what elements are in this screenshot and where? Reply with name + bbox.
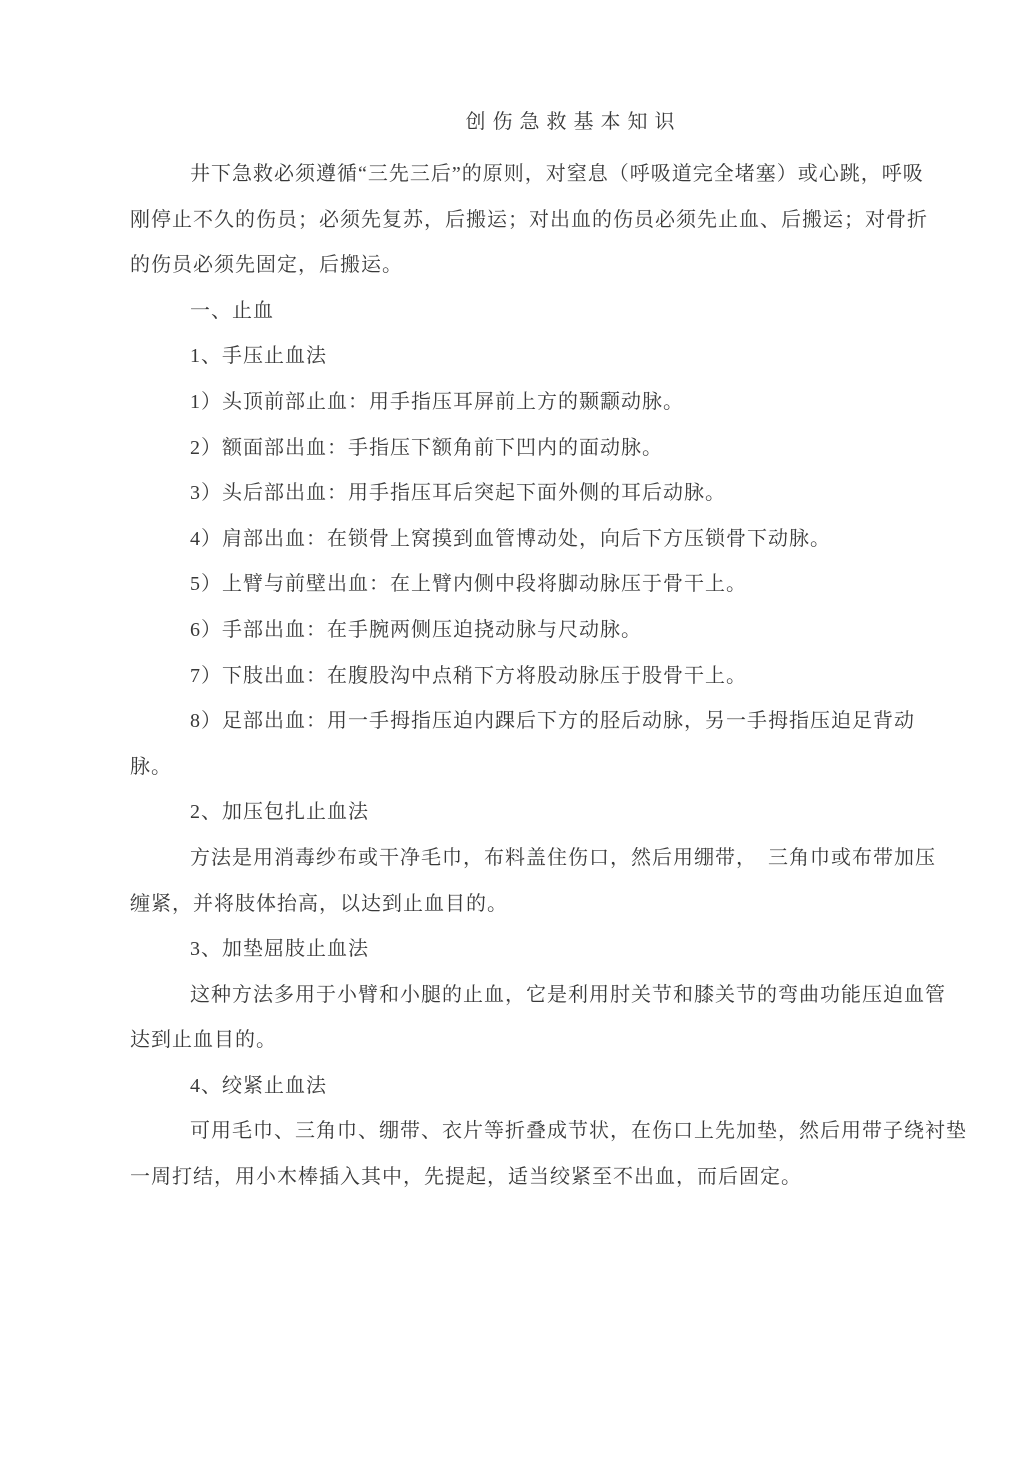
- list-item: 5）上臂与前壁出血：在上臂内侧中段将脚动脉压于骨干上。: [190, 573, 747, 596]
- list-item: 4）肩部出血：在锁骨上窝摸到血管博动处，向后下方压锁骨下动脉。: [190, 527, 831, 550]
- text-line: 达到止血目的。: [130, 1029, 277, 1052]
- list-item: 3）头后部出血：用手指压耳后突起下面外侧的耳后动脉。: [190, 482, 726, 505]
- section-heading: 一、止血: [190, 299, 274, 322]
- list-item: 8）足部出血：用一手拇指压迫内踝后下方的胫后动脉，另一手拇指压迫足背动: [190, 710, 915, 733]
- subsection-heading: 4、绞紧止血法: [190, 1074, 327, 1097]
- text-line: 的伤员必须先固定，后搬运。: [130, 254, 403, 277]
- text-line: 方法是用消毒纱布或干净毛巾，布料盖住伤口，然后用绷带， 三角巾或布带加压: [190, 846, 936, 869]
- document-title: 创伤急救基本知识: [465, 111, 682, 133]
- subsection-heading: 1、手压止血法: [190, 345, 327, 368]
- text-line: 刚停止不久的伤员；必须先复苏，后搬运；对出血的伤员必须先止血、后搬运；对骨折: [130, 208, 928, 231]
- text-line: 井下急救必须遵循“三先三后”的原则，对窒息（呼吸道完全堵塞）或心跳，呼吸: [190, 163, 924, 185]
- list-item: 1）头顶前部止血：用手指压耳屏前上方的颞颥动脉。: [190, 390, 684, 413]
- text-line: 缠紧，并将肢体抬高，以达到止血目的。: [130, 892, 508, 915]
- subsection-heading: 2、加压包扎止血法: [190, 801, 369, 824]
- subsection-heading: 3、加垫屈肢止血法: [190, 938, 369, 961]
- list-item: 6）手部出血：在手腕两侧压迫挠动脉与尺动脉。: [190, 618, 642, 641]
- text-line: 这种方法多用于小臂和小腿的止血，它是利用肘关节和膝关节的弯曲功能压迫血管: [190, 983, 946, 1006]
- list-item: 7）下肢出血：在腹股沟中点稍下方将股动脉压于股骨干上。: [190, 664, 747, 687]
- text-line: 可用毛巾、三角巾、绷带、衣片等折叠成节状，在伤口上先加垫，然后用带子绕衬垫: [190, 1120, 967, 1143]
- list-item: 2）额面部出血：手指压下额角前下凹内的面动脉。: [190, 436, 663, 459]
- text-line: 一周打结，用小木棒插入其中，先提起，适当绞紧至不出血，而后固定。: [130, 1166, 802, 1189]
- text-line: 脉。: [130, 755, 172, 778]
